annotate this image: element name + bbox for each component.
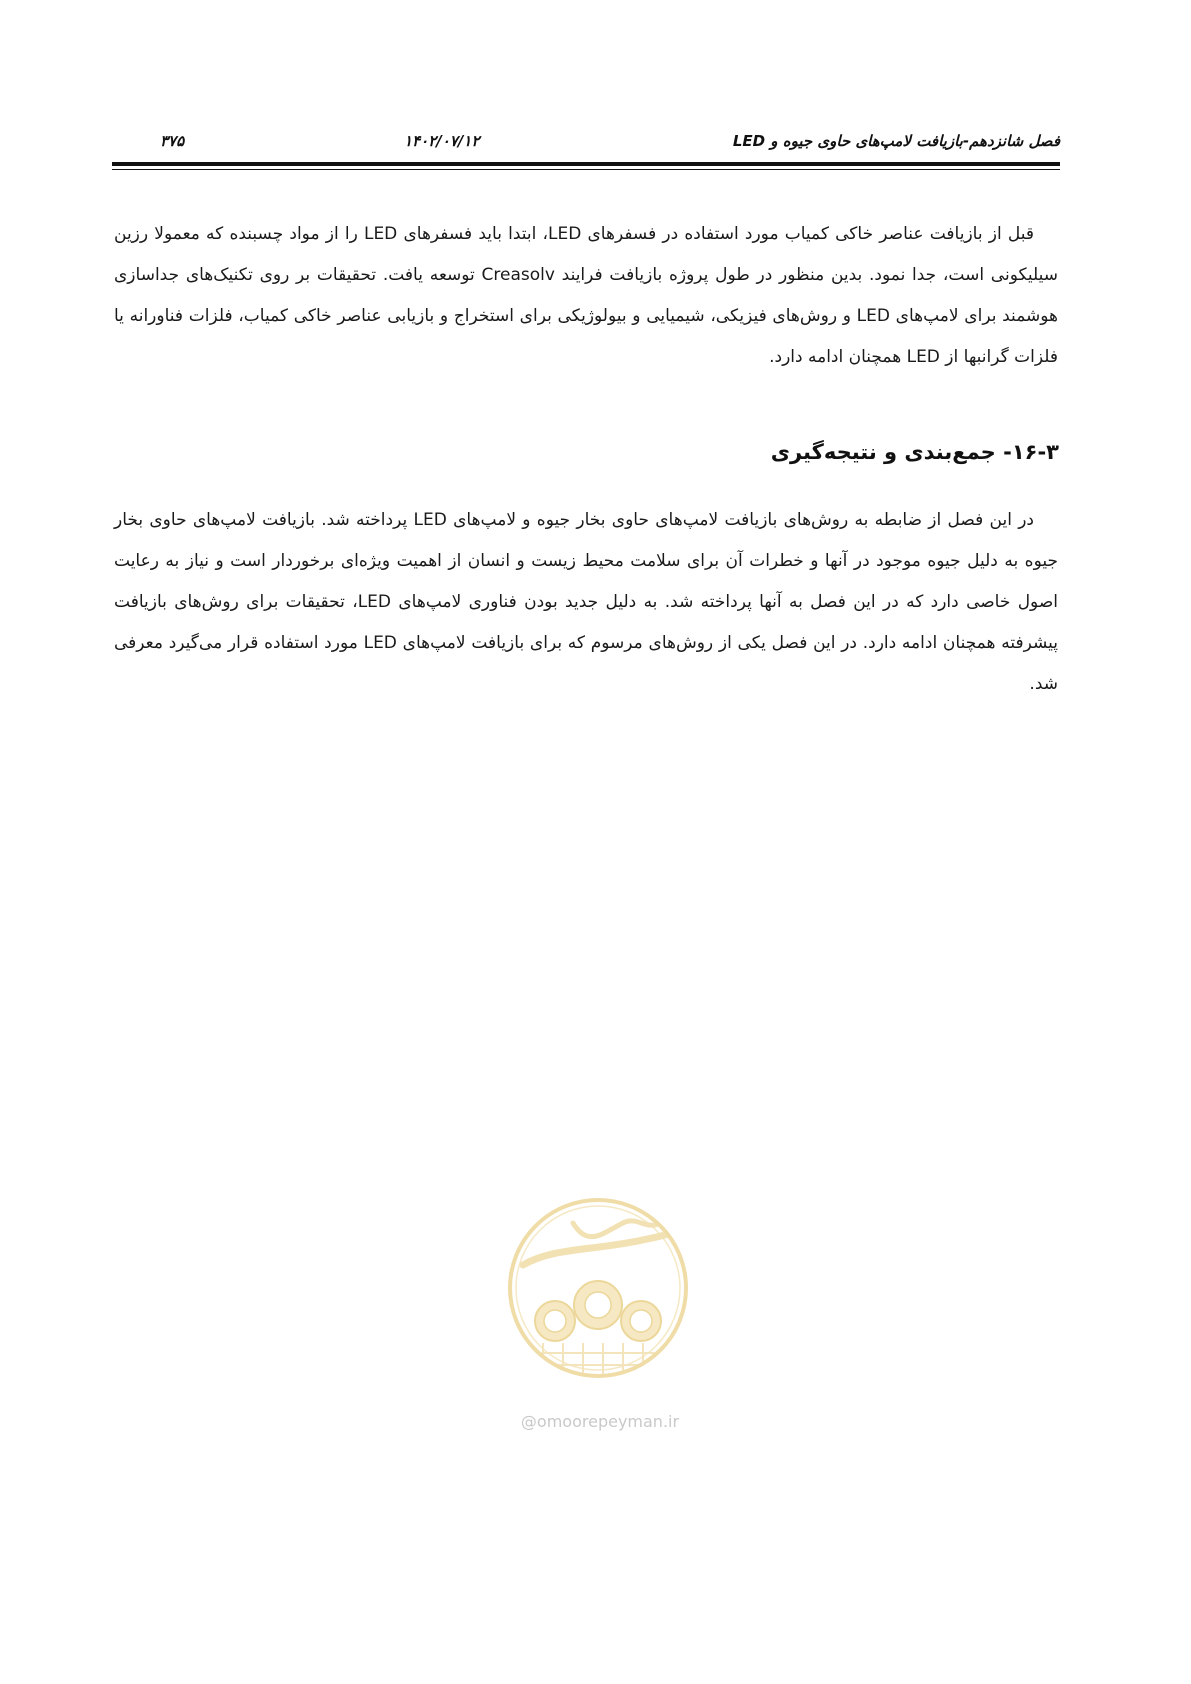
page-header <box>112 128 1060 158</box>
header-rule-thick <box>112 162 1060 166</box>
section-heading: ۱۶-۳- جمع‌بندی و نتیجه‌گیری <box>770 440 1059 464</box>
body-paragraph-1 <box>114 214 1058 378</box>
page-number: ۳۷۵ <box>160 132 185 150</box>
header-date: ۱۴۰۲/۰۷/۱۲ <box>404 132 480 150</box>
header-rule-thin <box>112 169 1060 170</box>
chapter-title: فصل شانزدهم-بازیافت لامپ‌های حاوی جیوه و LED <box>732 132 1060 150</box>
watermark-site: @omoorepeyman.ir <box>520 1412 680 1431</box>
watermark-logo <box>503 1193 693 1408</box>
body-paragraph-2 <box>114 500 1058 705</box>
paragraph-2-text: در این فصل از ضابطه به روش‌های بازیافت لامپ‌های حاوی بخار جیوه و لامپ‌های LED پرداخته شد. بازیافت لامپ‌های حاوی بخار جیوه به دلیل جیوه موجود در آنها و خطرات آن برای سلامت محیط زیست و انسان از اهمیت ویژه‌ای برخوردار است و نیاز به رعایت اصول خاصی دارد که در این فصل به آنها پرداخته شد. به دلیل جدید بودن فناوری لامپ‌های LED، تحقیقات برای روش‌های بازیافت پیشرفته همچنان ادامه دارد. در این فصل یکی از روش‌های مرسوم که برای بازیافت لامپ‌های LED مورد استفاده قرار می‌گیرد معرفی شد. <box>114 510 1058 694</box>
paragraph-1-text: قبل از بازیافت عناصر خاکی کمیاب مورد استفاده در فسفرهای LED، ابتدا باید فسفرهای LED را از مواد چسبنده که معمولا رزین سیلیکونی است، جدا نمود. بدین منظور در طول پروژه بازیافت فرایند Creasolv توسعه یافت. تحقیقات بر روی تکنیک‌های جداسازی هوشمند برای لامپ‌های LED و روش‌های فیزیکی، شیمیایی و بیولوژیکی برای استخراج و بازیابی عناصر خاکی کمیاب، فلزات فناورانه یا فلزات گرانبها از LED همچنان ادامه دارد. <box>114 224 1059 367</box>
